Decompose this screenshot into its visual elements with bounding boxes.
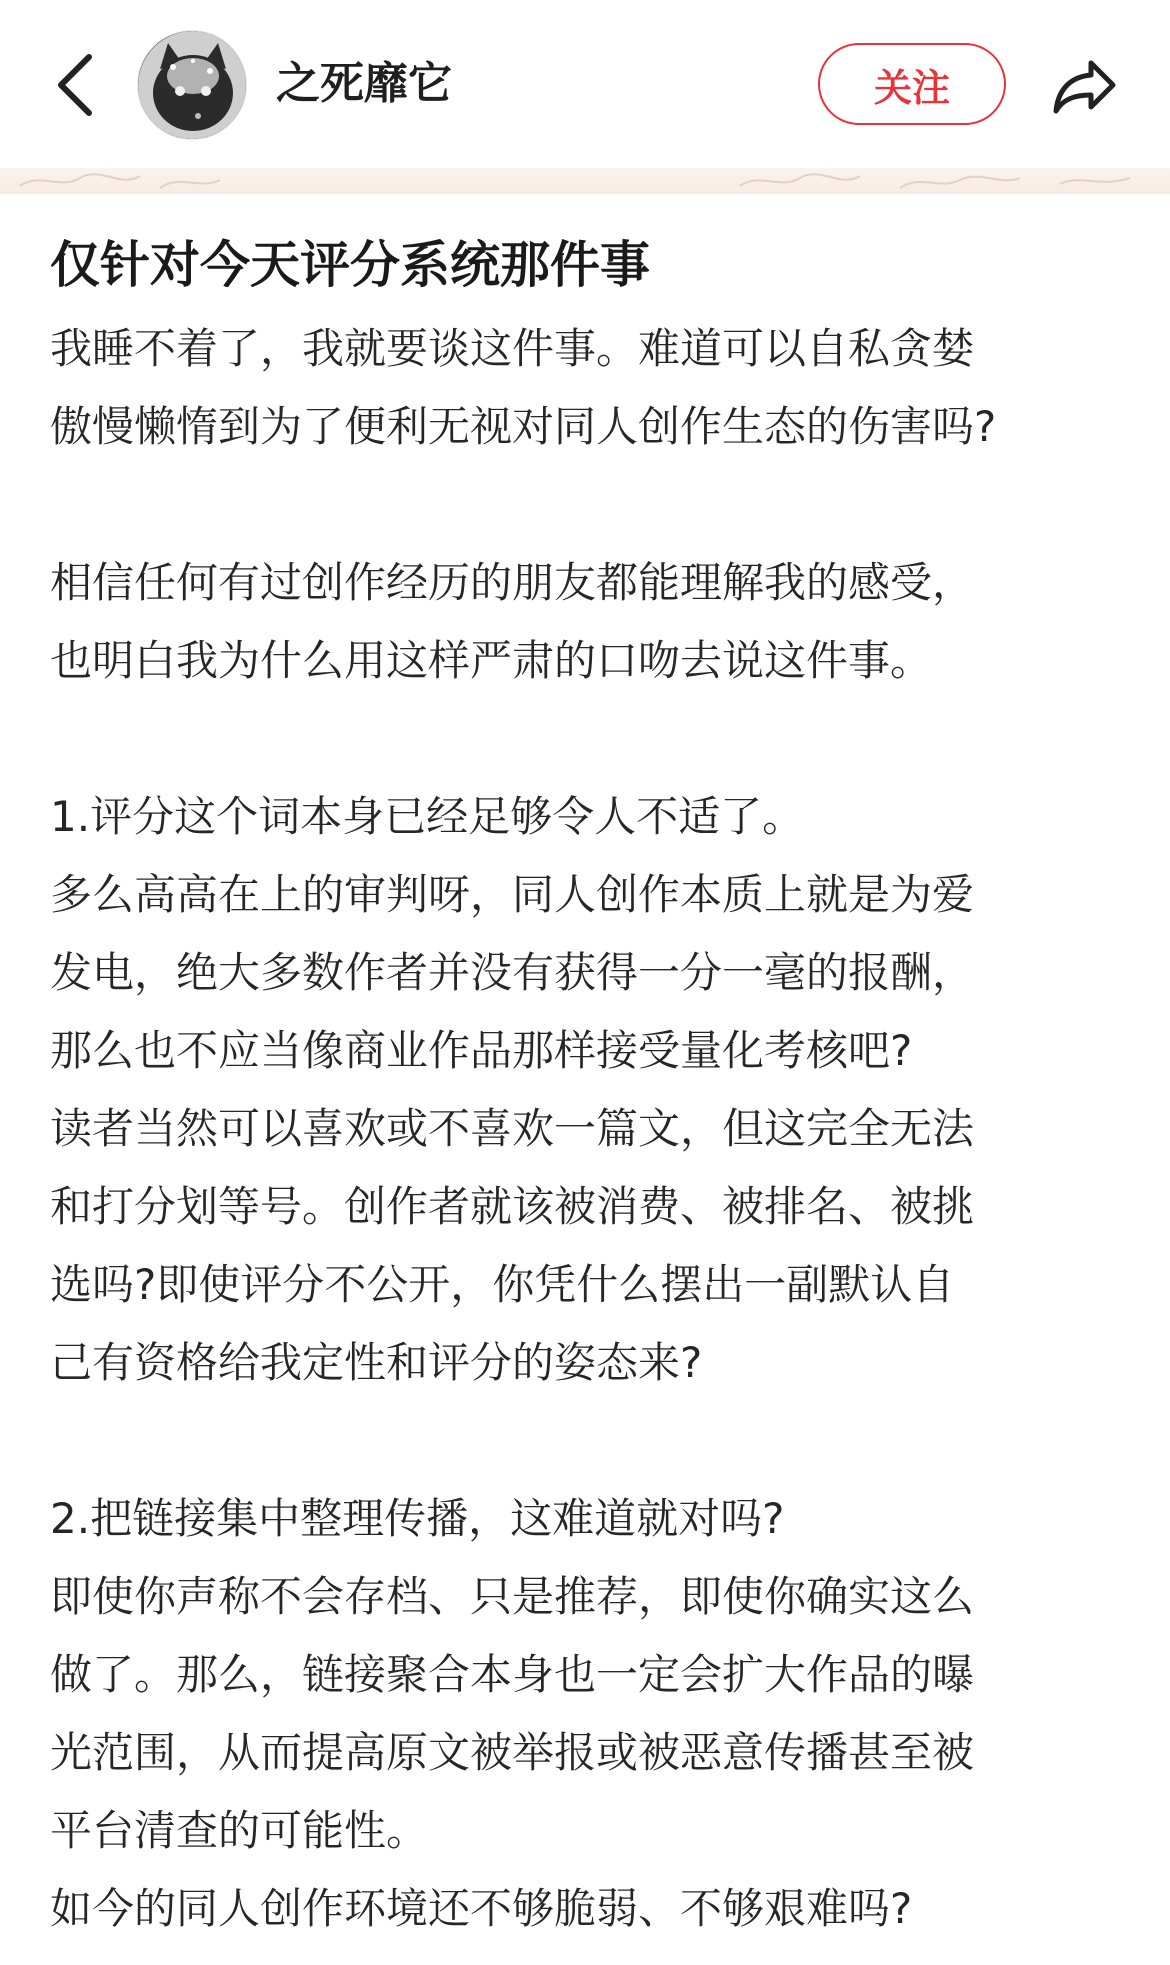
body-text-line: 读者当然可以喜欢或不喜欢一篇文，但这完全无法 xyxy=(50,1104,975,1153)
post-body xyxy=(50,310,1130,1948)
back-button[interactable] xyxy=(40,40,110,130)
share-arrow-icon xyxy=(1051,57,1119,117)
body-text-line: 也明白我为什么用这样严肃的口吻去说这件事。 xyxy=(50,636,933,685)
body-text-line: 相信任何有过创作经历的朋友都能理解我的感受， xyxy=(50,558,975,607)
body-text-line: 选吗?即使评分不公开，你凭什么摆出一副默认自 xyxy=(50,1260,955,1309)
follow-button[interactable]: 关注 xyxy=(818,43,1006,125)
post-article xyxy=(50,220,1130,1948)
body-text-line: 1.评分这个词本身已经足够令人不适了。 xyxy=(50,792,805,841)
body-text-line: 我睡不着了，我就要谈这件事。难道可以自私贪婪 xyxy=(50,324,975,373)
floral-pattern-icon xyxy=(0,168,1170,194)
body-text-line: 那么也不应当像商业作品那样接受量化考核吧? xyxy=(50,1026,913,1075)
cat-avatar-image xyxy=(138,31,247,140)
paragraph-spacer xyxy=(50,466,1130,544)
paragraph-spacer xyxy=(50,1402,1130,1480)
body-text-line: 平台清查的可能性。 xyxy=(50,1806,429,1855)
body-text-line: 多么高高在上的审判呀，同人创作本质上就是为爱 xyxy=(50,870,975,919)
paragraph-spacer xyxy=(50,700,1130,778)
body-text-line: 发电，绝大多数作者并没有获得一分一毫的报酬， xyxy=(50,948,975,997)
chevron-left-icon xyxy=(55,53,95,117)
body-text-line: 光范围，从而提高原文被举报或被恶意传播甚至被 xyxy=(50,1728,975,1777)
body-text-line: 做了。那么，链接聚合本身也一定会扩大作品的曝 xyxy=(50,1650,975,1699)
top-bar xyxy=(0,0,1170,170)
body-text-line: 傲慢懒惰到为了便利无视对同人创作生态的伤害吗? xyxy=(50,402,997,451)
post-title: 仅针对今天评分系统那件事 xyxy=(50,236,650,294)
body-text-line: 即使你声称不会存档、只是推荐，即使你确实这么 xyxy=(50,1572,975,1621)
username[interactable]: 之死靡它 xyxy=(276,58,452,109)
share-button[interactable] xyxy=(1040,42,1130,132)
body-text-line: 己有资格给我定性和评分的姿态来? xyxy=(50,1338,703,1387)
decorative-banner xyxy=(0,168,1170,194)
body-text-line: 和打分划等号。创作者就该被消费、被排名、被挑 xyxy=(50,1182,975,1231)
body-text-line: 如今的同人创作环境还不够脆弱、不够艰难吗? xyxy=(50,1884,913,1933)
body-text-line: 2.把链接集中整理传播，这难道就对吗? xyxy=(50,1494,785,1543)
avatar[interactable] xyxy=(137,30,247,140)
